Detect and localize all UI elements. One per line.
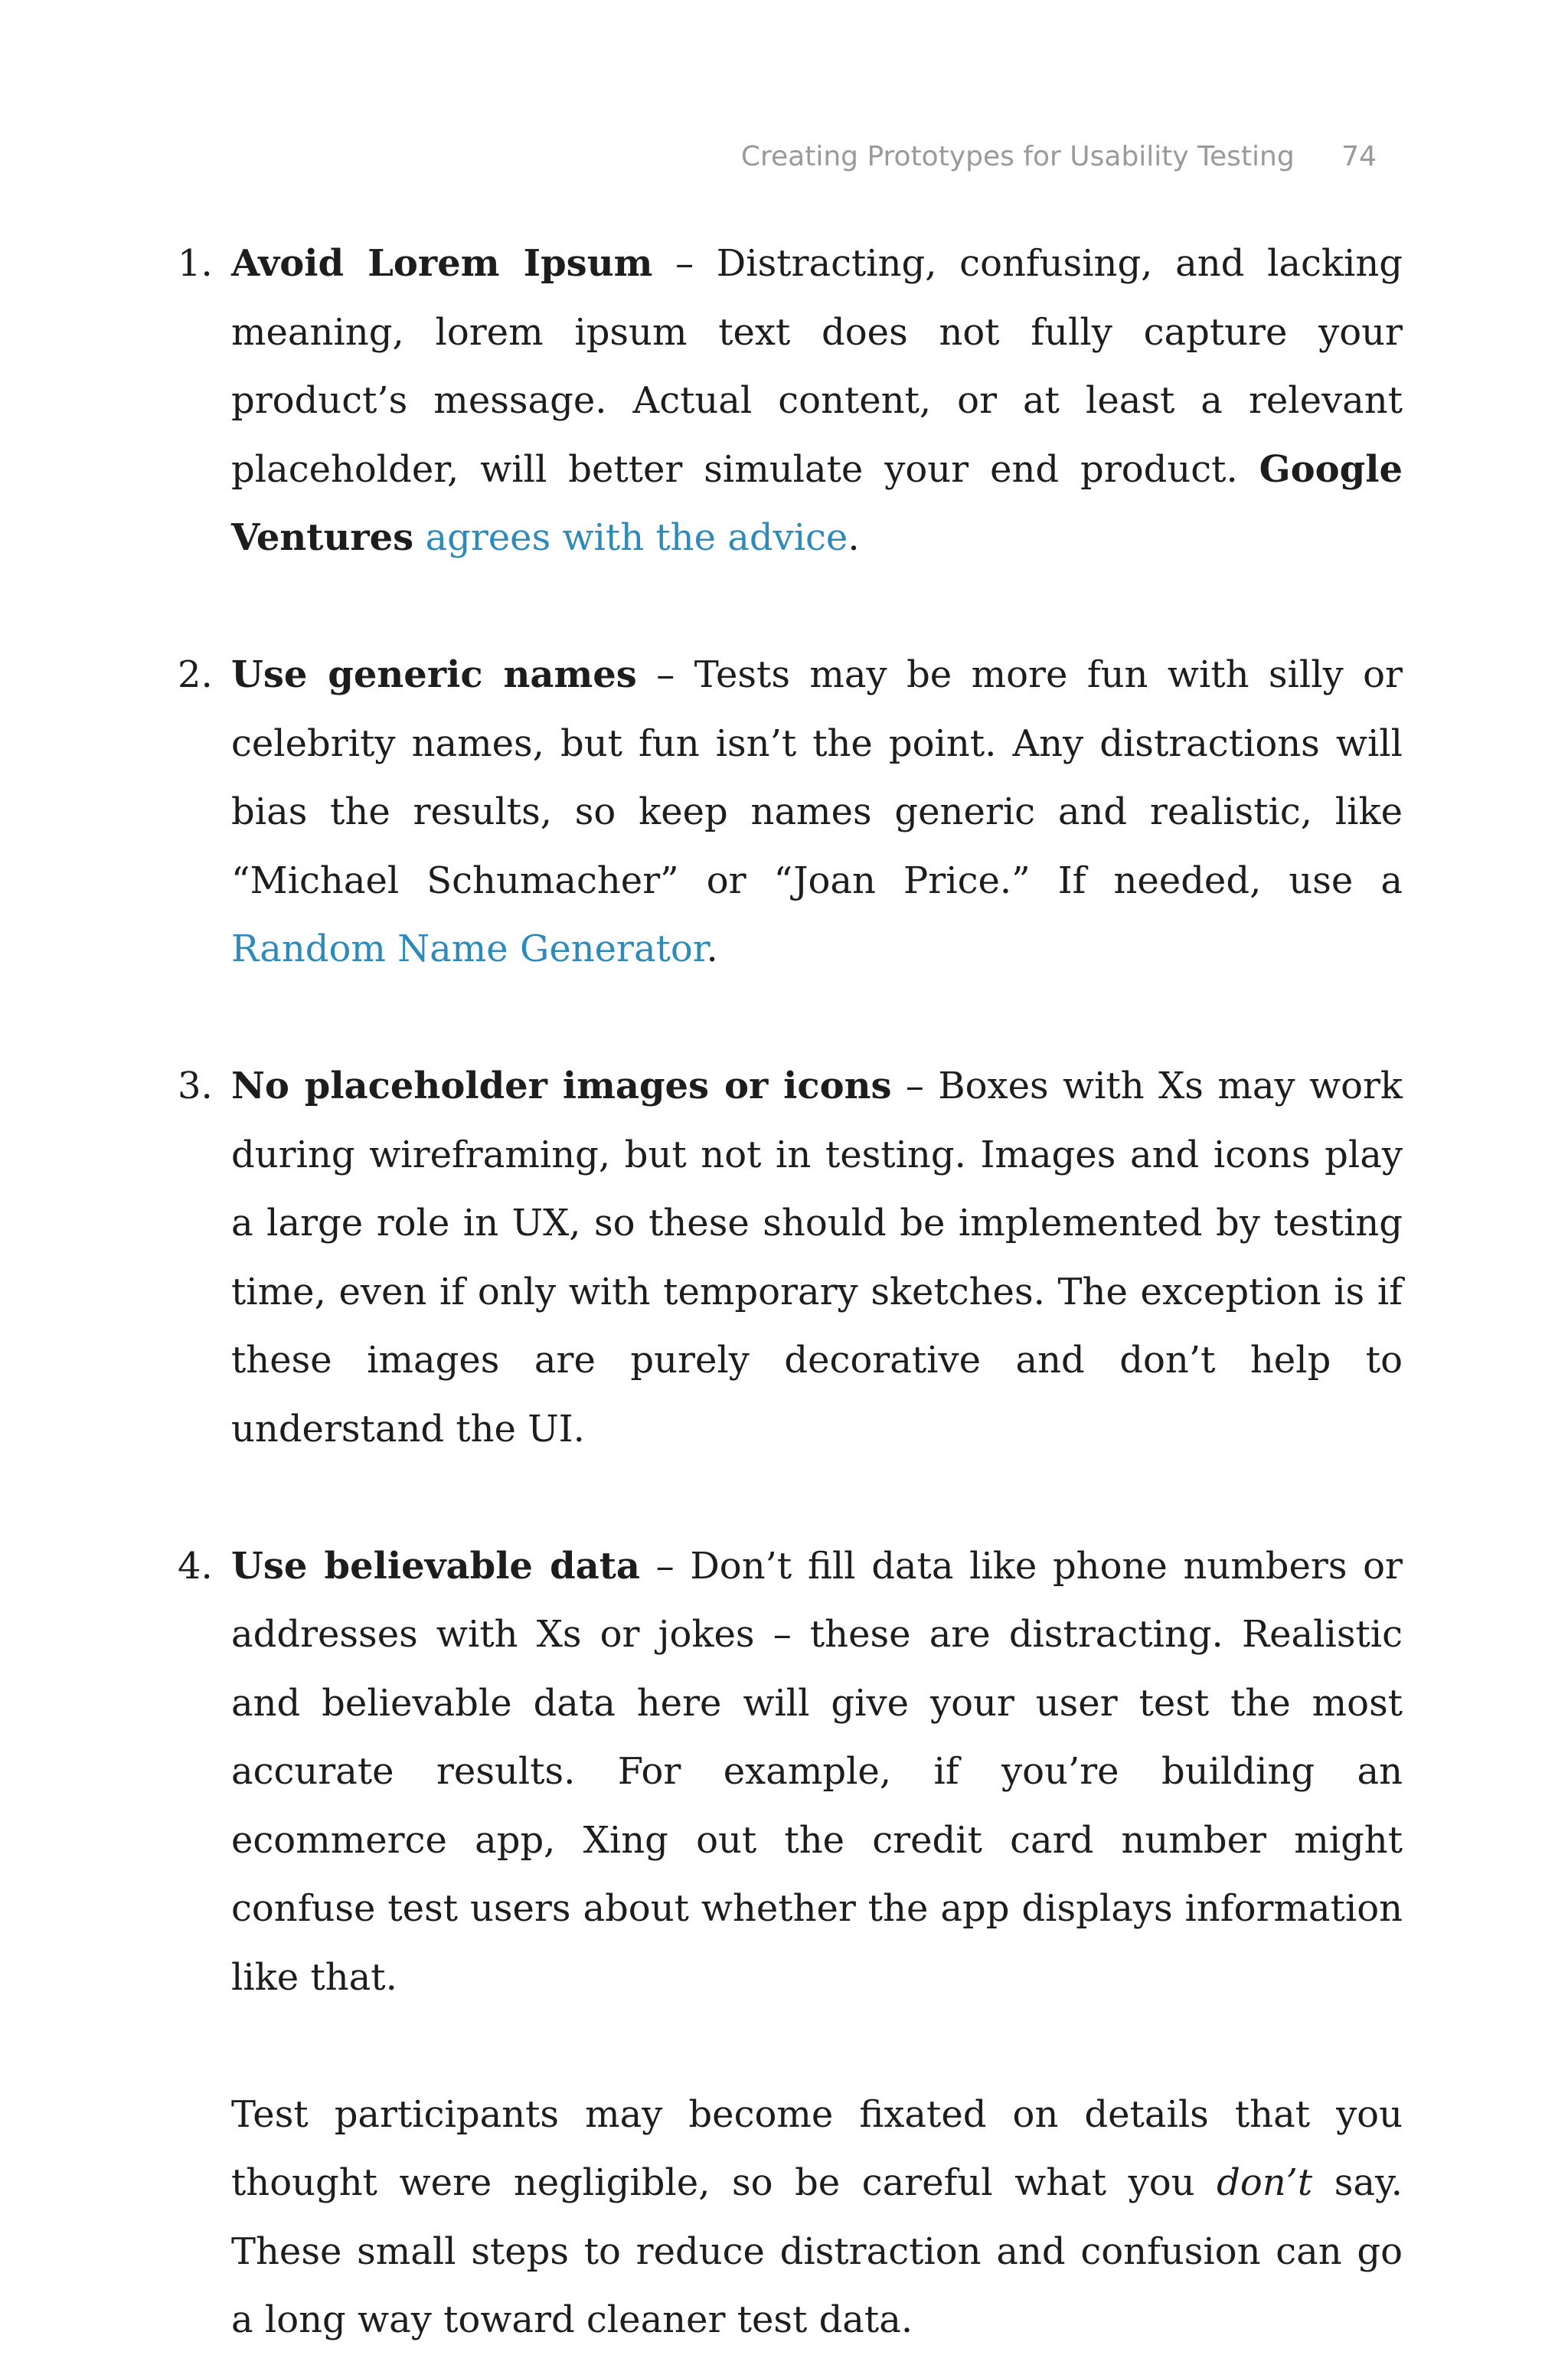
- item-lead: Avoid Lorem Ipsum: [231, 242, 653, 285]
- closing-emphasis: don’t: [1217, 2161, 1313, 2204]
- item-number: 4.: [178, 1544, 213, 1588]
- page-body: [178, 230, 1403, 2355]
- item-number: 3.: [178, 1065, 213, 1107]
- space: [413, 516, 425, 559]
- advice-link[interactable]: agrees with the advice: [425, 516, 848, 559]
- item-end: .: [848, 516, 860, 559]
- running-head: [741, 138, 1377, 176]
- item-text: – Tests may be more fun with silly or celebrity names, but fun isn’t the point. Any distractions will bias the results, so keep names generic and realistic, like “Michael Schumacher” or “Joan Price.” If needed, use a: [231, 653, 1403, 902]
- item-end: .: [706, 927, 718, 970]
- item-number: 1.: [178, 242, 213, 285]
- closing-after: say. These small steps to reduce distraction and confusion can go a long way toward cleaner test data.: [231, 2161, 1403, 2341]
- item-number: 2.: [178, 653, 213, 696]
- page-number: 74: [1341, 141, 1377, 172]
- list-item: [178, 230, 1403, 573]
- item-lead: Use generic names: [231, 653, 637, 696]
- tips-list: [178, 230, 1403, 2012]
- random-name-generator-link[interactable]: Random Name Generator: [231, 927, 707, 970]
- item-text: – Boxes with Xs may work during wireframing, but not in testing. Images and icons play a large role in UX, so these should be implemented by testing time, even if only with temporary sketches. The exception is if these images are purely decorative and don’t help to understand the UI.: [231, 1065, 1403, 1451]
- list-item: [178, 641, 1403, 984]
- chapter-title: Creating Prototypes for Usability Testing: [740, 141, 1295, 172]
- closing-before: Test participants may become fixated on details that you thought were negligible, so be careful what you: [231, 2092, 1403, 2204]
- item-text: – Distracting, confusing, and lacking meaning, lorem ipsum text does not fully capture your product’s message. Actual content, or at least a relevant placeholder, will better simulate your end product.: [231, 242, 1403, 491]
- brand-name: Google Ventures: [231, 447, 1403, 559]
- list-item: [178, 1532, 1403, 2013]
- item-lead: No placeholder images or icons: [231, 1065, 892, 1107]
- item-lead: Use believable data: [231, 1544, 641, 1588]
- item-text: – Don’t fill data like phone numbers or addresses with Xs or jokes – these are distracting. Realistic and believable data here will give your user test the most accurate results. For example, if you’re building an ecommerce app, Xing out the credit card number might confuse test users about whether the app displays information like that.: [231, 1544, 1403, 1999]
- list-item: [178, 1052, 1403, 1464]
